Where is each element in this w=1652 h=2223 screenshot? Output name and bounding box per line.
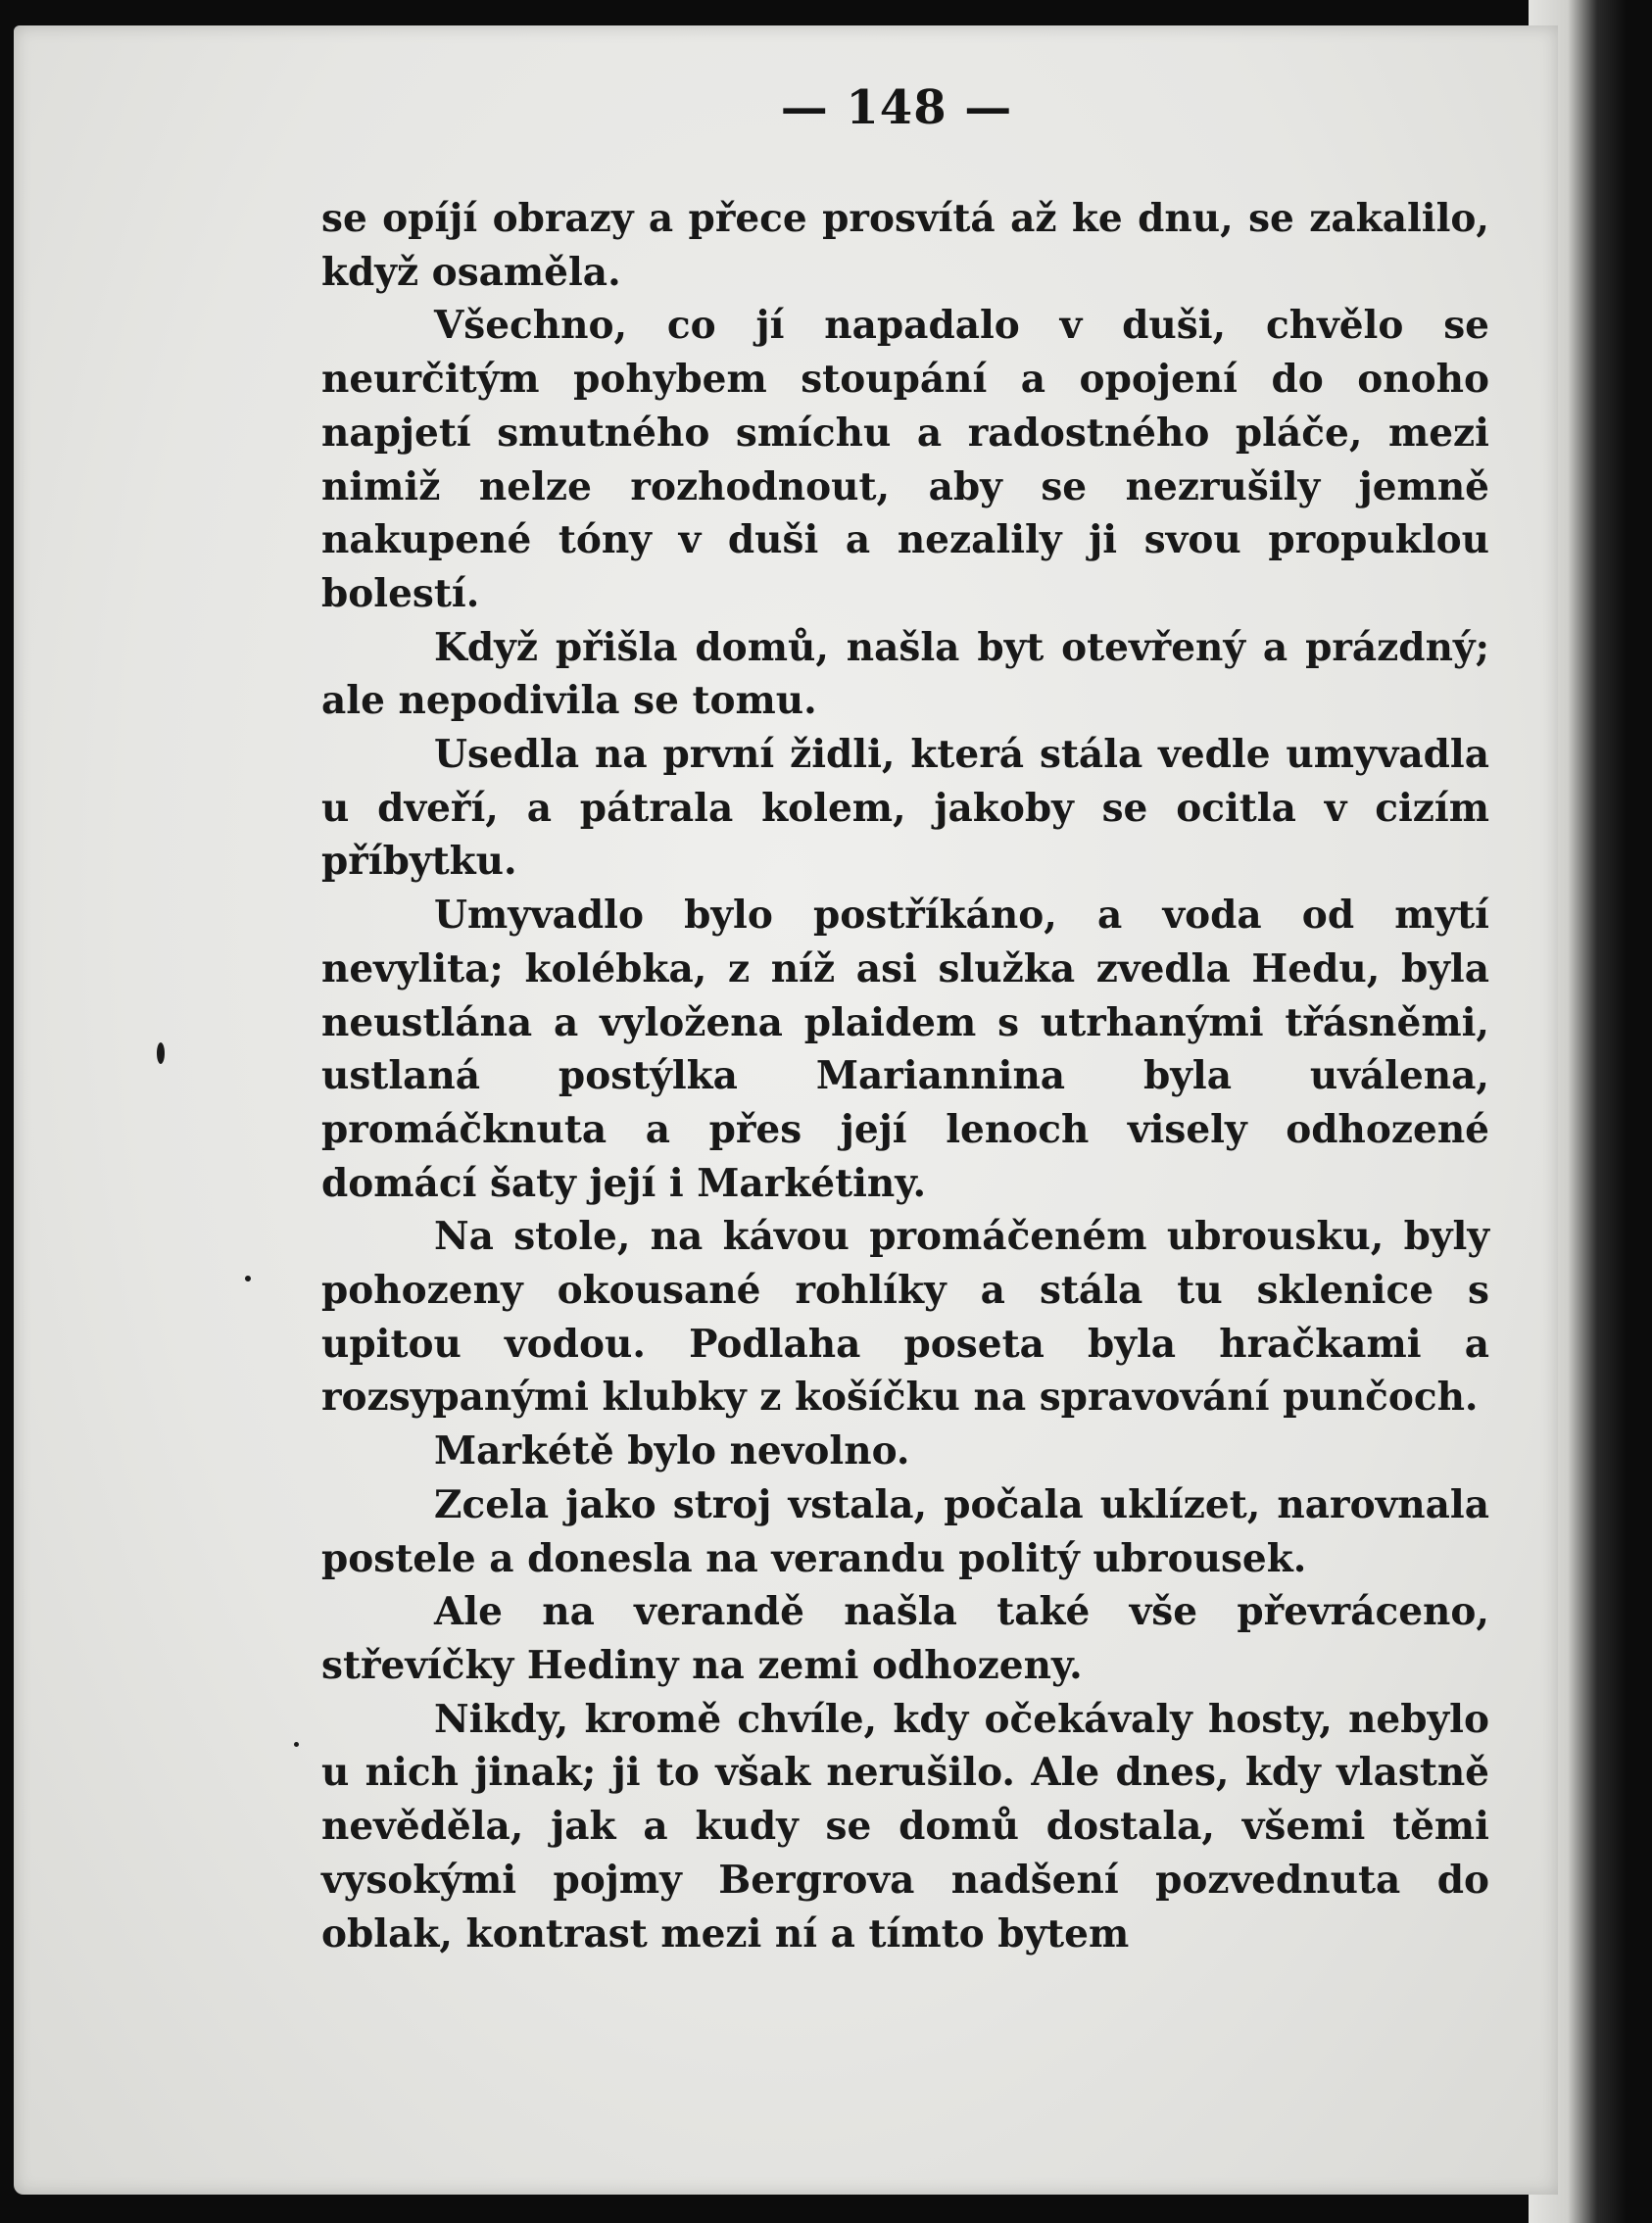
ink-speck — [245, 1276, 251, 1281]
paragraph: Umyvadlo bylo postříkáno, a voda od mytí nevylita; kolébka, z níž asi služka zvedla Hedu, byla neustlána a vyložena plaidem s utrhanými třásněmi, ustlaná postýlka Mariannina byla uválena, promáčknuta a přes její lenoch visely odhozené domácí šaty její i Markétiny. — [321, 893, 1489, 1206]
paragraph: Všechno, co jí napadalo v duši, chvělo se neurčitým pohybem stoupání a opojení do onoho napjetí smutného smíchu a radostného pláče, mezi nimiž nelze rozhodnout, aby se nezrušily jemně nakupené tóny v duši a nezalily ji svou propuklou bolestí. — [321, 303, 1489, 616]
ink-speck — [294, 1742, 299, 1747]
paragraph: Markétě bylo nevolno. — [434, 1428, 910, 1474]
paragraph: Usedla na první židli, která stála vedle umyvadla u dveří, a pátrala kolem, jakoby se ocitla v cizím příbytku. — [321, 732, 1489, 885]
paragraph: Nikdy, kromě chvíle, kdy očekávaly hosty, nebylo u nich jinak; ji to však nerušilo. Ale dnes, kdy vlastně nevěděla, jak a kudy se domů dostala, všemi těmi vysokými pojmy Bergrova nadšení pozvednuta do oblak, kontrast mezi ní a tímto bytem — [321, 1696, 1489, 1957]
body-text — [321, 192, 1489, 1960]
paragraph: Ale na verandě našla také vše převráceno, střevíčky Hediny na zemi odhozeny. — [321, 1589, 1489, 1688]
ink-speck — [157, 1042, 165, 1064]
page-number: — 148 — — [780, 80, 1013, 135]
paragraph: Zcela jako stroj vstala, počala uklízet, narovnala postele a donesla na verandu politý ubrousek. — [321, 1481, 1489, 1581]
paragraph: Na stole, na kávou promáčeném ubrousku, byly pohozeny okousané rohlíky a stála tu sklenice s upitou vodou. Podlaha poseta byla hračkami a rozsypanými klubky z košíčku na spravování punčoch. — [321, 1214, 1489, 1421]
paragraph: se opíjí obrazy a přece prosvítá až ke dnu, se zakalilo, když osaměla. — [321, 196, 1489, 295]
paragraph: Když přišla domů, našla byt otevřený a prázdný; ale nepodivila se tomu. — [321, 624, 1489, 724]
